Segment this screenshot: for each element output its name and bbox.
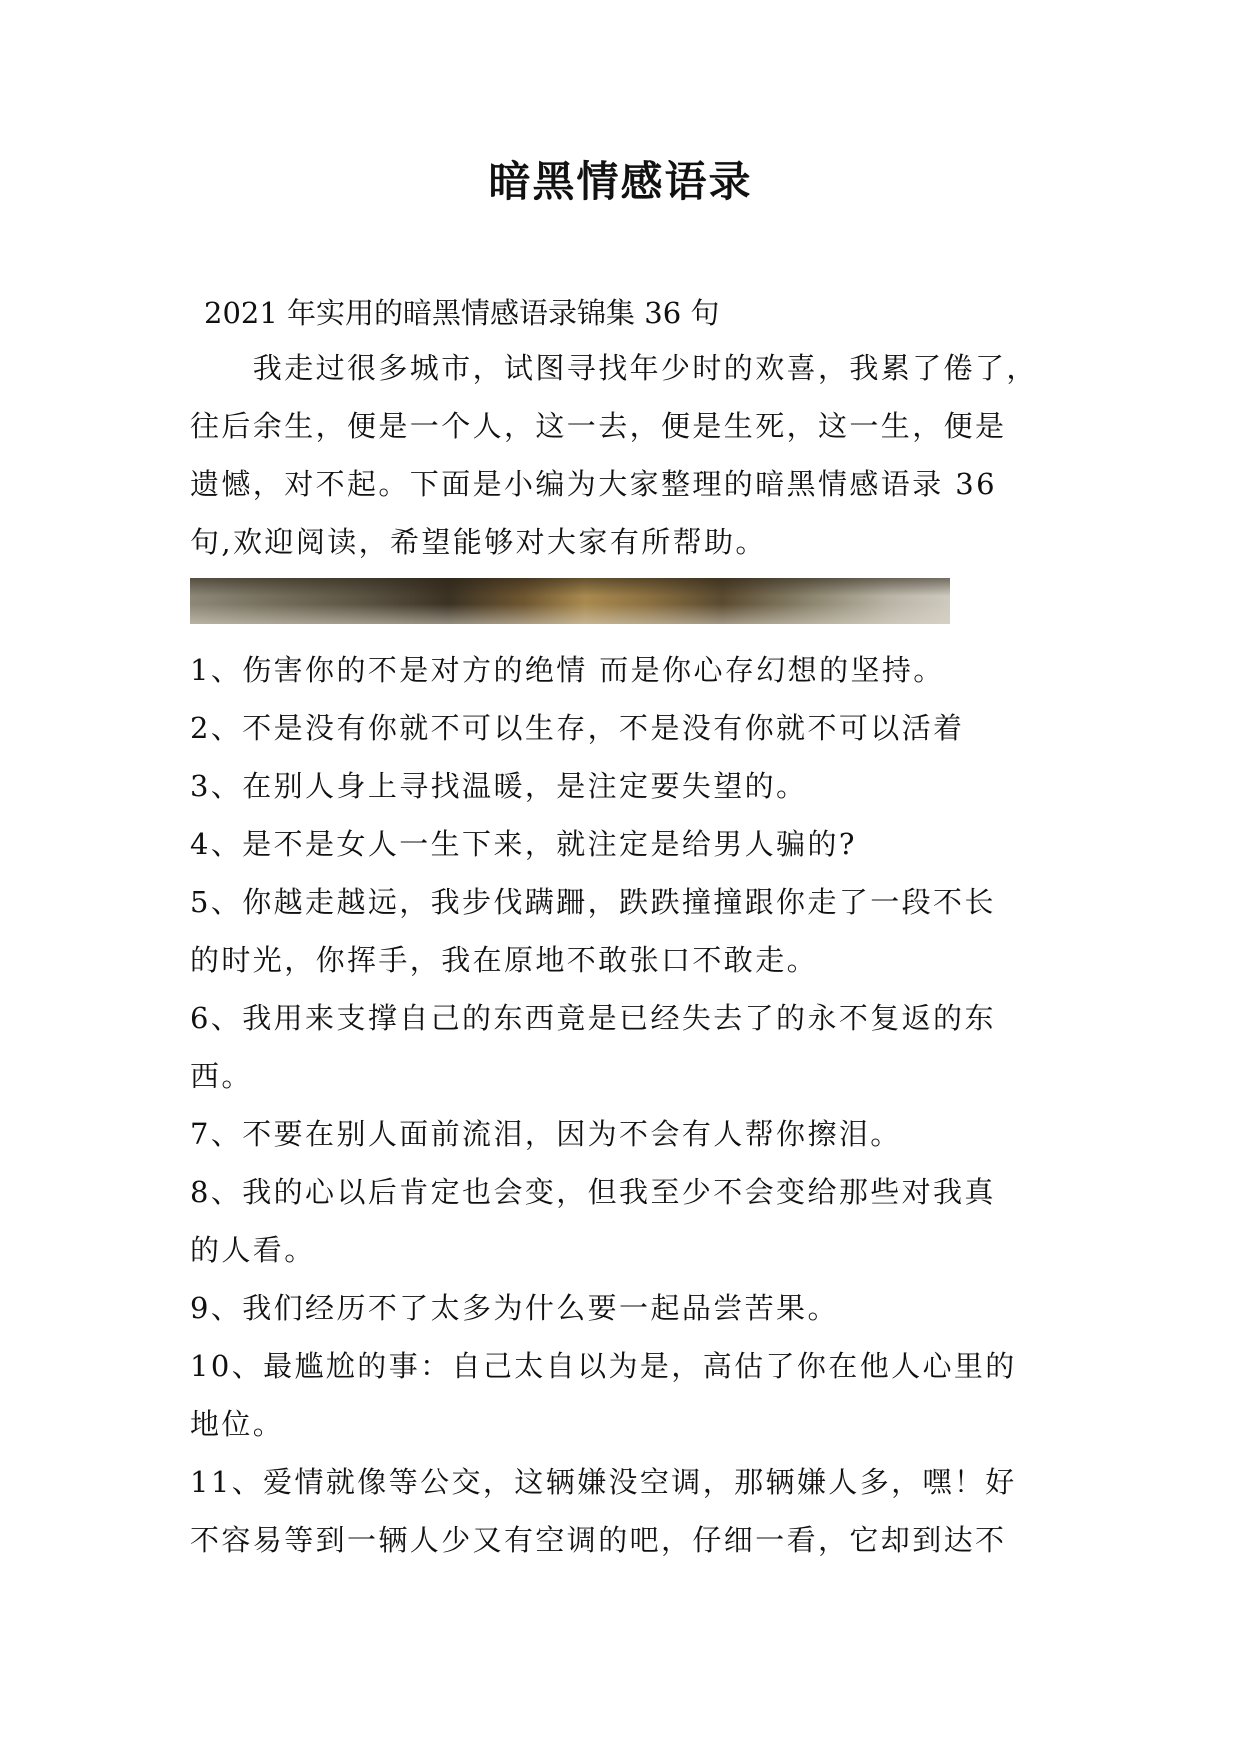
page-title: 暗黑情感语录 bbox=[488, 157, 753, 206]
list-item: 3、在别人身上寻找温暖，是注定要失望的。 bbox=[190, 769, 808, 803]
list-item: 11、爱情就像等公交，这辆嫌没空调，那辆嫌人多，嘿！好 bbox=[190, 1465, 1017, 1499]
list-item: 9、我们经历不了太多为什么要一起品尝苦果。 bbox=[190, 1291, 839, 1325]
intro-line: 往后余生，便是一个人，这一去，便是生死，这一生，便是 bbox=[190, 409, 1007, 443]
list-item: 2、不是没有你就不可以生存，不是没有你就不可以活着 bbox=[190, 711, 965, 745]
list-item: 的人看。 bbox=[190, 1233, 316, 1267]
intro-line: 我走过很多城市，试图寻找年少时的欢喜，我累了倦了， bbox=[190, 351, 1038, 385]
list-item: 地位。 bbox=[190, 1407, 285, 1441]
intro-line: 句,欢迎阅读，希望能够对大家有所帮助。 bbox=[190, 525, 767, 559]
list-item: 不容易等到一辆人少又有空调的吧，仔细一看，它却到达不 bbox=[190, 1523, 1007, 1557]
list-item: 6、我用来支撑自己的东西竟是已经失去了的永不复返的东 bbox=[190, 1001, 996, 1035]
cropped-photo bbox=[190, 578, 950, 624]
intro-line: 遗憾，对不起。下面是小编为大家整理的暗黑情感语录 36 bbox=[190, 467, 997, 501]
list-item: 1、伤害你的不是对方的绝情 而是你心存幻想的坚持。 bbox=[190, 653, 945, 687]
list-item: 西。 bbox=[190, 1059, 253, 1093]
list-item: 10、最尴尬的事：自己太自以为是，高估了你在他人心里的 bbox=[190, 1349, 1017, 1383]
list-item: 7、不要在别人面前流泪，因为不会有人帮你擦泪。 bbox=[190, 1117, 902, 1151]
list-item: 的时光，你挥手，我在原地不敢张口不敢走。 bbox=[190, 943, 819, 977]
document-subtitle: 2021 年实用的暗黑情感语录锦集 36 句 bbox=[204, 296, 720, 330]
list-item: 5、你越走越远，我步伐蹒跚，跌跌撞撞跟你走了一段不长 bbox=[190, 885, 996, 919]
list-item: 4、是不是女人一生下来，就注定是给男人骗的? bbox=[190, 827, 857, 861]
list-item: 8、我的心以后肯定也会变，但我至少不会变给那些对我真 bbox=[190, 1175, 996, 1209]
